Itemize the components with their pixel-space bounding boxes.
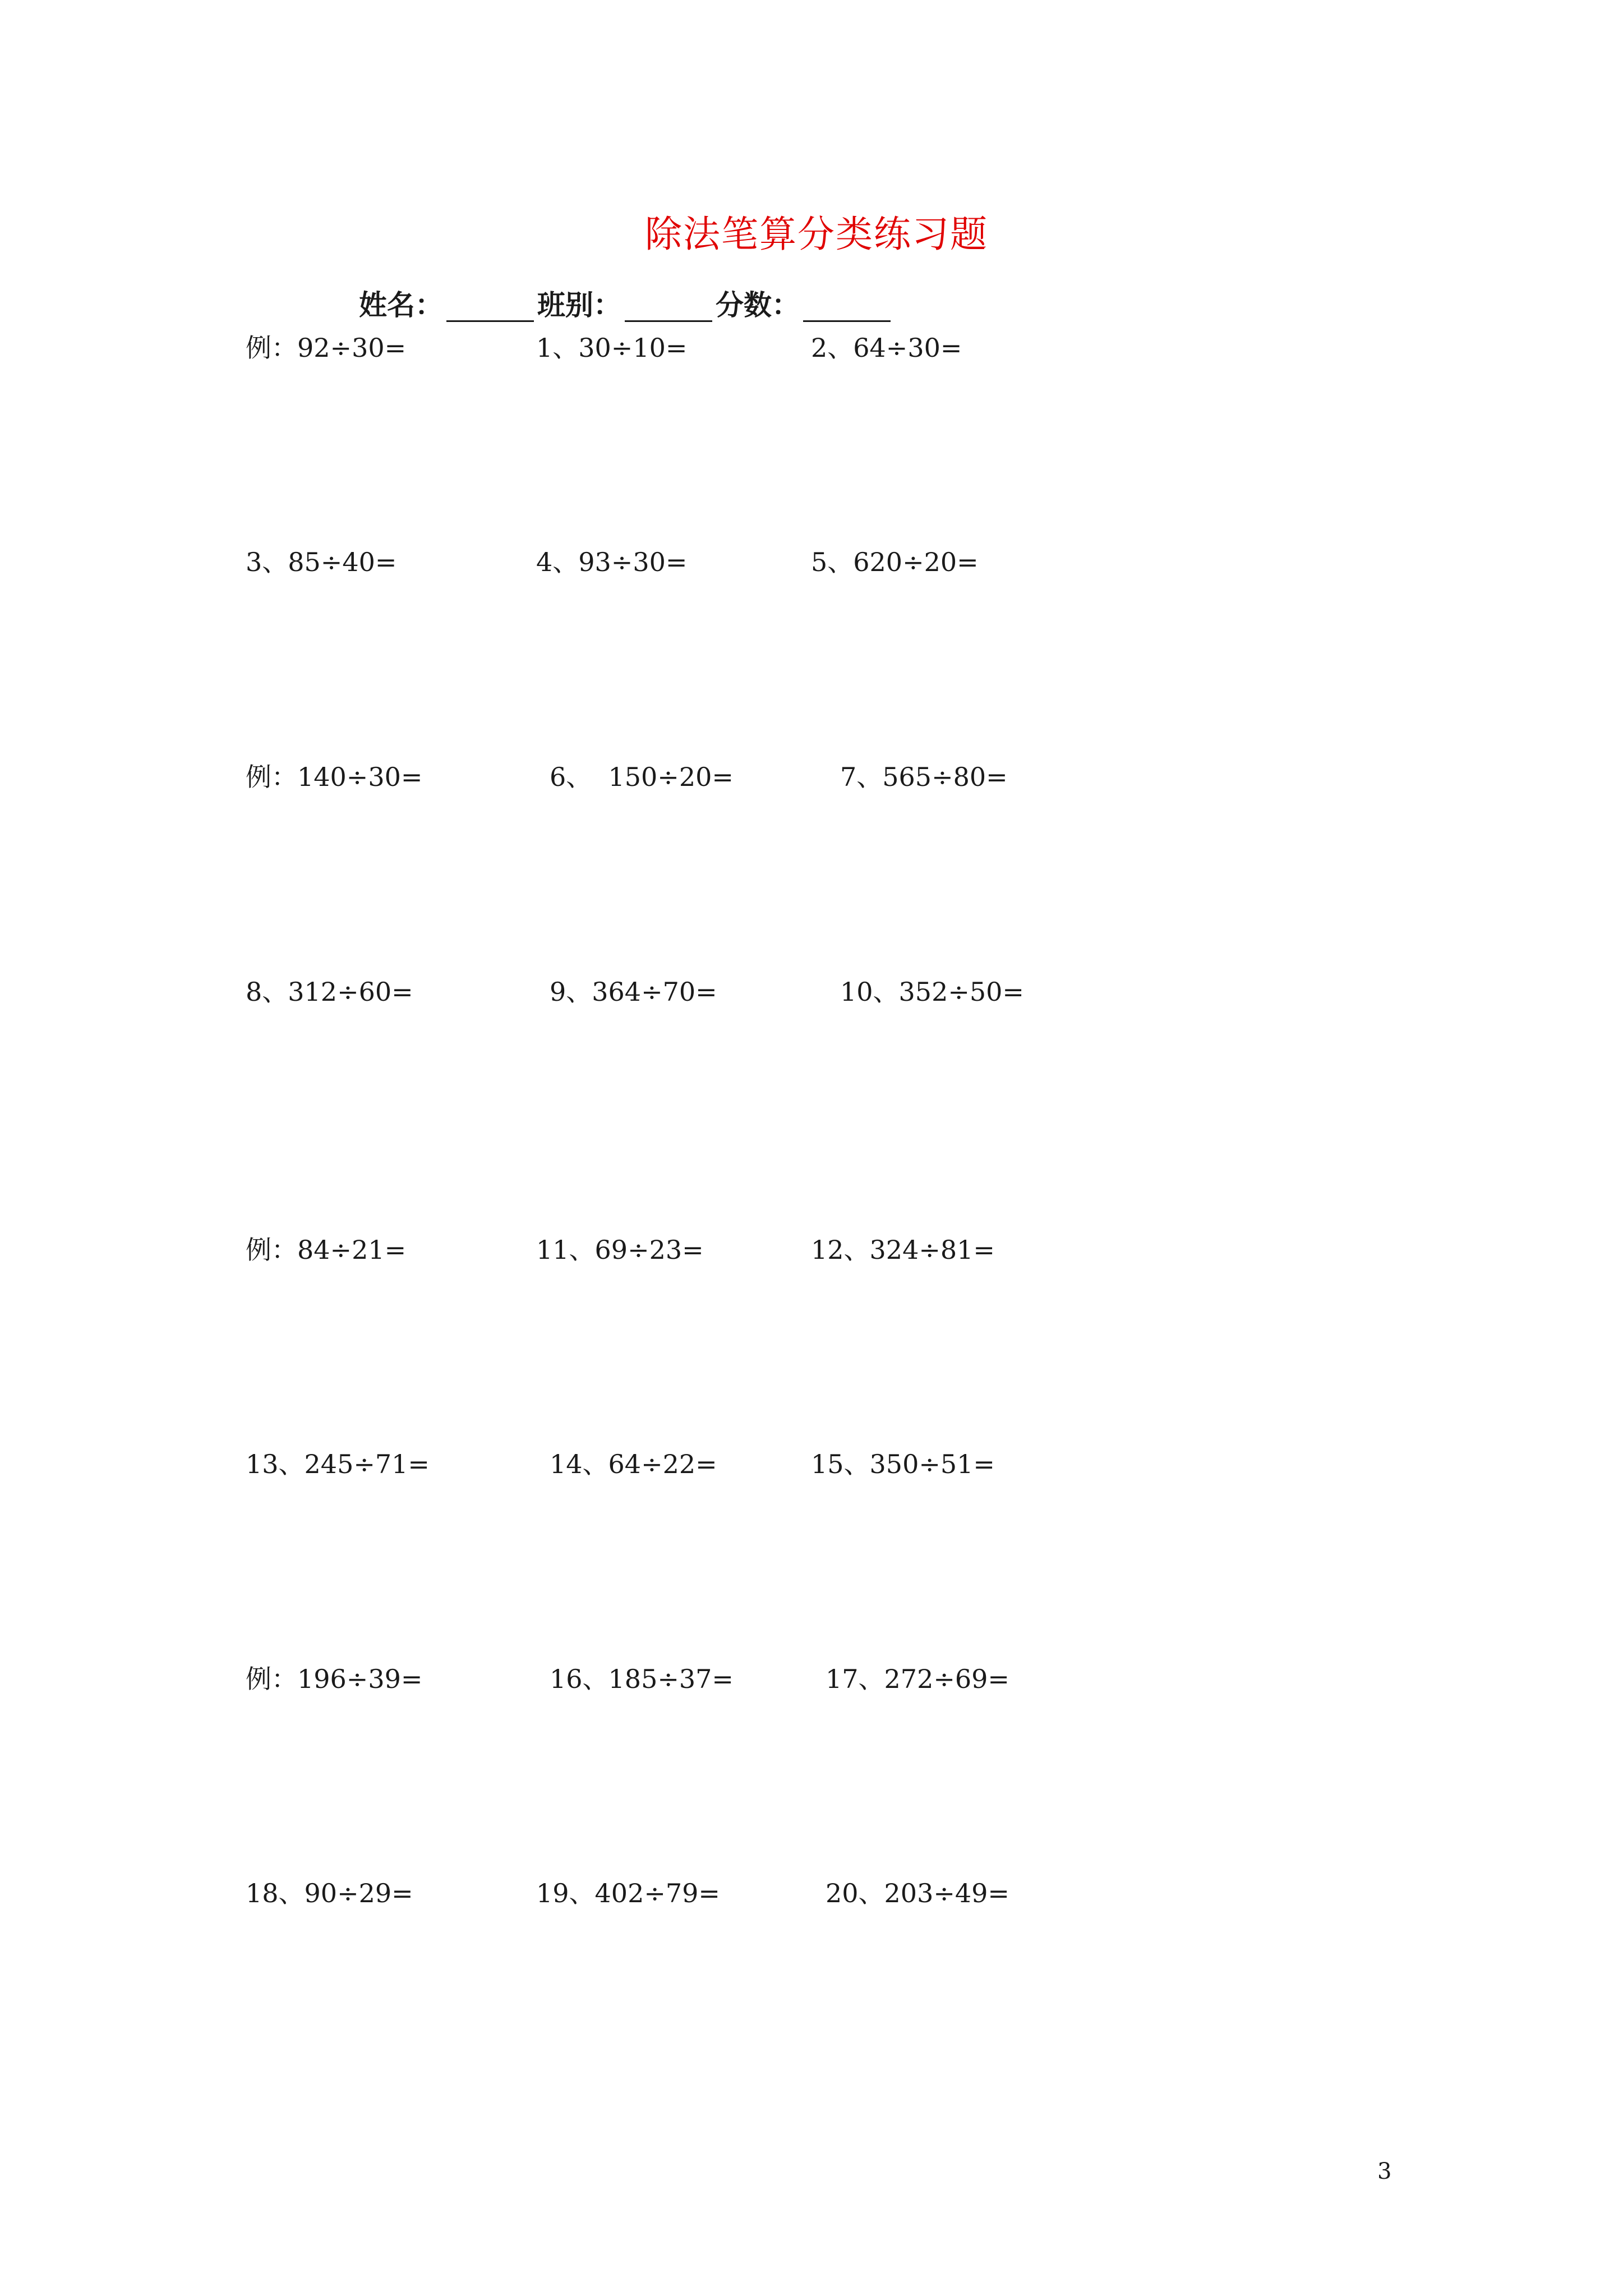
name-label: 姓名： <box>359 288 443 321</box>
problem-10: 10、352÷50= <box>840 977 1024 1007</box>
problem-3: 3、85÷40= <box>246 547 397 577</box>
example-problem-2: 例：140÷30= <box>246 762 423 792</box>
problem-6: 6、 150÷20= <box>550 762 734 792</box>
problem-5: 5、620÷20= <box>811 547 979 577</box>
problem-16: 16、185÷37= <box>550 1664 734 1694</box>
problem-15: 15、350÷51= <box>811 1449 995 1479</box>
example-problem-3: 例：84÷21= <box>246 1235 407 1265</box>
student-info-line <box>359 287 894 323</box>
score-label: 分数： <box>716 288 800 321</box>
problem-9: 9、364÷70= <box>550 977 717 1007</box>
problem-14: 14、64÷22= <box>550 1449 717 1479</box>
problem-13: 13、245÷71= <box>246 1449 430 1479</box>
problem-8: 8、312÷60= <box>246 977 413 1007</box>
page-title: 除法笔算分类练习题 <box>645 213 988 256</box>
problem-12: 12、324÷81= <box>811 1235 995 1265</box>
problem-18: 18、90÷29= <box>246 1878 413 1908</box>
example-problem-4: 例：196÷39= <box>246 1664 423 1694</box>
page-number: 3 <box>1377 2159 1392 2184</box>
problem-17: 17、272÷69= <box>826 1664 1009 1694</box>
problem-11: 11、69÷23= <box>536 1235 704 1265</box>
class-label: 班别： <box>537 288 621 321</box>
problem-4: 4、93÷30= <box>536 547 688 577</box>
score-blank[interactable] <box>803 291 891 322</box>
name-blank[interactable] <box>446 291 534 322</box>
problem-19: 19、402÷79= <box>536 1878 720 1908</box>
class-blank[interactable] <box>625 291 712 322</box>
problem-20: 20、203÷49= <box>826 1878 1009 1908</box>
problem-2: 2、64÷30= <box>811 333 962 363</box>
problem-7: 7、565÷80= <box>840 762 1008 792</box>
example-problem-1: 例：92÷30= <box>246 333 407 363</box>
problem-1: 1、30÷10= <box>536 333 688 363</box>
